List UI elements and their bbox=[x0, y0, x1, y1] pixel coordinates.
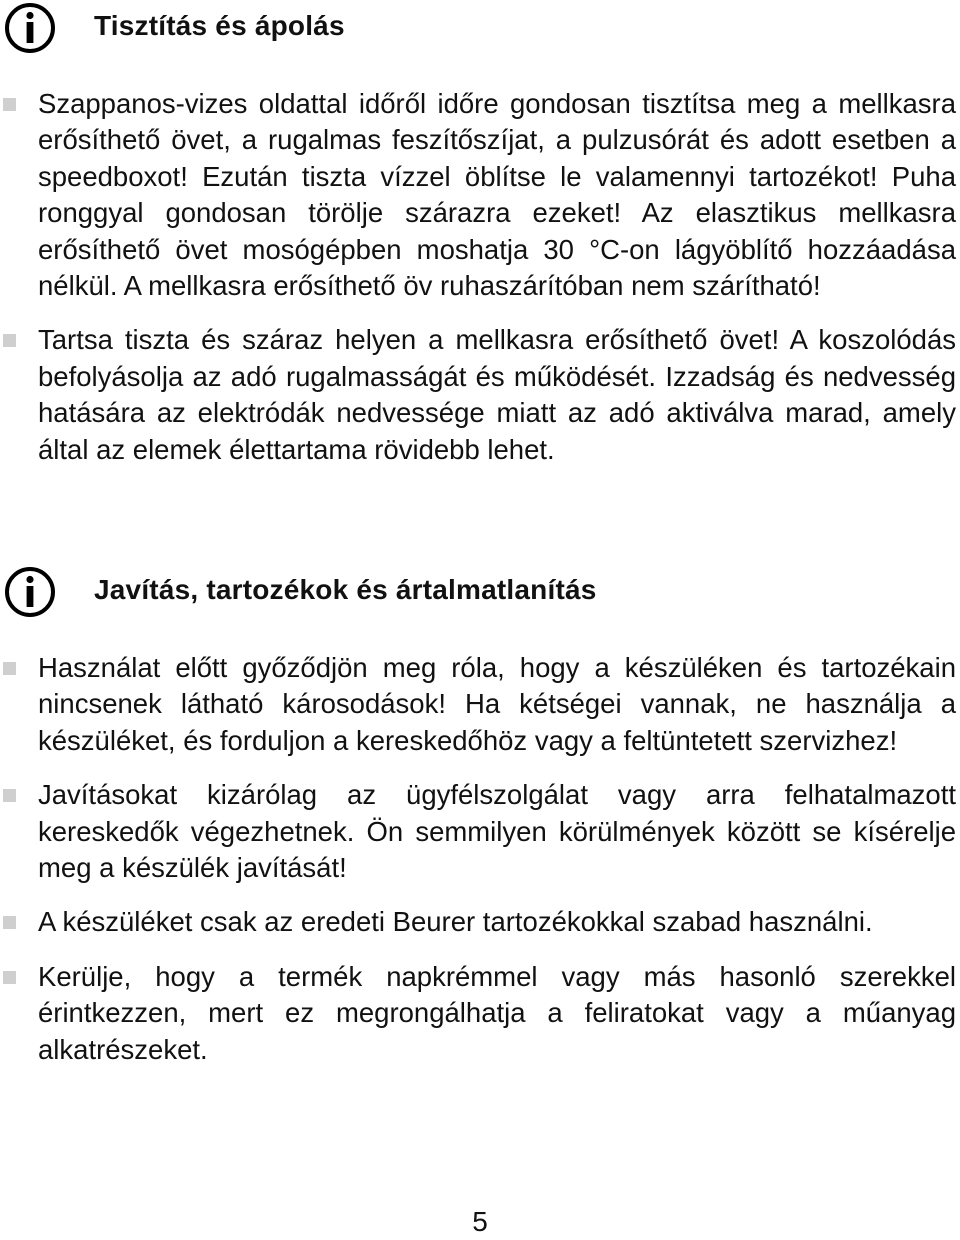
list-item-text: Tartsa tiszta és száraz helyen a mellkasra erősíthető övet! A koszolódás befolyásolja az adó rugalmasságát és működését. Izzadság és nedvesség hatására az elektródák nedvessége miatt az adó aktiválva marad, amely által az elemek élettartama rövidebb lehet. bbox=[38, 324, 956, 465]
section-cleaning bbox=[0, 2, 960, 486]
list-item-text: Javításokat kizárólag az ügyfélszolgálat vagy arra felhatalmazott kereskedők végezhetnek. Ön semmilyen körülmények között se kísérelje meg a készülék javítását! bbox=[38, 779, 956, 884]
list-item bbox=[0, 777, 956, 886]
section-header bbox=[0, 2, 960, 62]
list-item-text: Szappanos-vizes oldattal időről időre gondosan tisztítsa meg a mellkasra erősíthető övet, a rugalmas feszítőszíjat, a pulzusórát és adott esetben a speedboxot! Ezután tiszta vízzel öblítse le valamennyi tartozékot! Puha ronggyal gondosan törölje szárazra ezeket! Az elasztikus mellkasra erősíthető övet mosógépben moshatja 30 °C-on lágyöblítő hozzáadása nélkül. A mellkasra erősíthető öv ruhaszárítóban nem szárítható! bbox=[38, 88, 956, 302]
bullet-list bbox=[0, 86, 960, 468]
page-number: 5 bbox=[472, 1206, 488, 1237]
list-item-text: Használat előtt győződjön meg róla, hogy a készüléken és tartozékain nincsenek látható károsodások! Ha kétségei vannak, ne használja a készüléket, és forduljon a kereskedőhöz vagy a feltüntetett szervizhez! bbox=[38, 652, 956, 756]
section-repair bbox=[0, 566, 960, 1086]
bullet-square-icon bbox=[3, 98, 16, 111]
section-header bbox=[0, 566, 960, 626]
info-icon bbox=[4, 2, 56, 54]
list-item-text: A készüléket csak az eredeti Beurer tartozékokkal szabad használni. bbox=[38, 906, 873, 938]
list-item-text: Kerülje, hogy a termék napkrémmel vagy más hasonló szerekkel érintkezzen, mert ez megrongálhatja a feliratokat vagy a műanyag alkatrészeket. bbox=[38, 960, 956, 1065]
bullet-square-icon bbox=[3, 971, 16, 984]
bullet-square-icon bbox=[3, 916, 16, 929]
info-icon bbox=[4, 566, 56, 618]
bullet-square-icon bbox=[3, 789, 16, 802]
section-title: Tisztítás és ápolás bbox=[94, 10, 345, 41]
list-item bbox=[0, 650, 956, 759]
list-item bbox=[0, 904, 956, 940]
list-item bbox=[0, 86, 956, 304]
list-item bbox=[0, 322, 956, 468]
section-title: Javítás, tartozékok és ártalmatlanítás bbox=[94, 574, 597, 605]
list-item bbox=[0, 959, 956, 1068]
bullet-square-icon bbox=[3, 334, 16, 347]
bullet-list bbox=[0, 650, 960, 1068]
bullet-square-icon bbox=[3, 662, 16, 675]
